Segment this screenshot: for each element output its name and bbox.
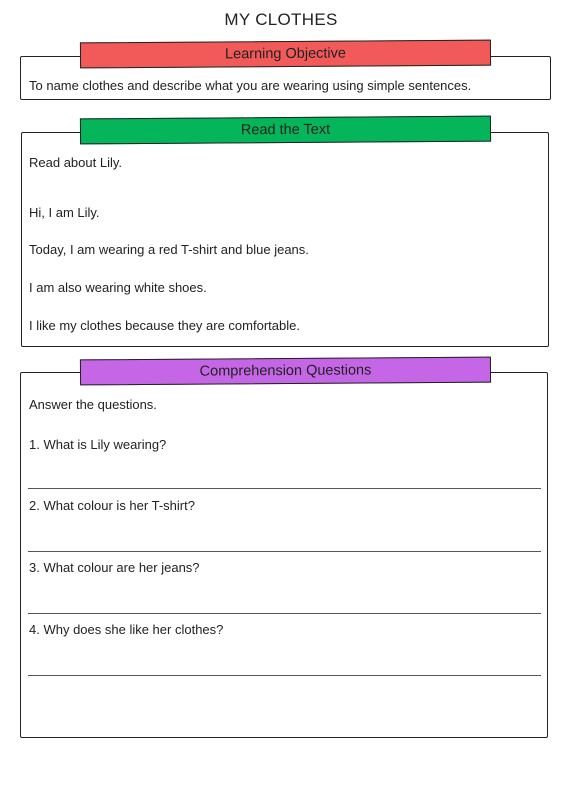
comprehension-box [20, 372, 548, 738]
question-3: 3. What colour are her jeans? [29, 560, 200, 575]
reading-line: I like my clothes because they are comfortable. [29, 318, 300, 333]
reading-heading: Read the Text [240, 121, 331, 139]
question-4: 4. Why does she like her clothes? [29, 622, 224, 637]
answer-line-2[interactable] [28, 551, 541, 552]
objective-banner [80, 40, 491, 69]
reading-line: Hi, I am Lily. [29, 205, 100, 220]
answer-line-1[interactable] [28, 488, 541, 489]
answer-line-3[interactable] [28, 613, 541, 614]
objective-heading: Learning Objective [224, 45, 347, 63]
comprehension-heading: Comprehension Questions [199, 362, 372, 380]
objective-text: To name clothes and describe what you are wearing using simple sentences. [29, 78, 472, 93]
question-2: 2. What colour is her T-shirt? [29, 498, 195, 513]
question-1: 1. What is Lily wearing? [29, 437, 167, 452]
reading-line: Today, I am wearing a red T-shirt and blue jeans. [29, 242, 309, 257]
comprehension-banner [80, 357, 491, 386]
page-title: MY CLOTHES [224, 10, 338, 29]
reading-banner [80, 116, 491, 145]
reading-line: I am also wearing white shoes. [29, 280, 207, 295]
comprehension-instruction: Answer the questions. [29, 397, 157, 412]
reading-instruction: Read about Lily. [29, 155, 122, 170]
answer-line-4[interactable] [28, 675, 541, 676]
